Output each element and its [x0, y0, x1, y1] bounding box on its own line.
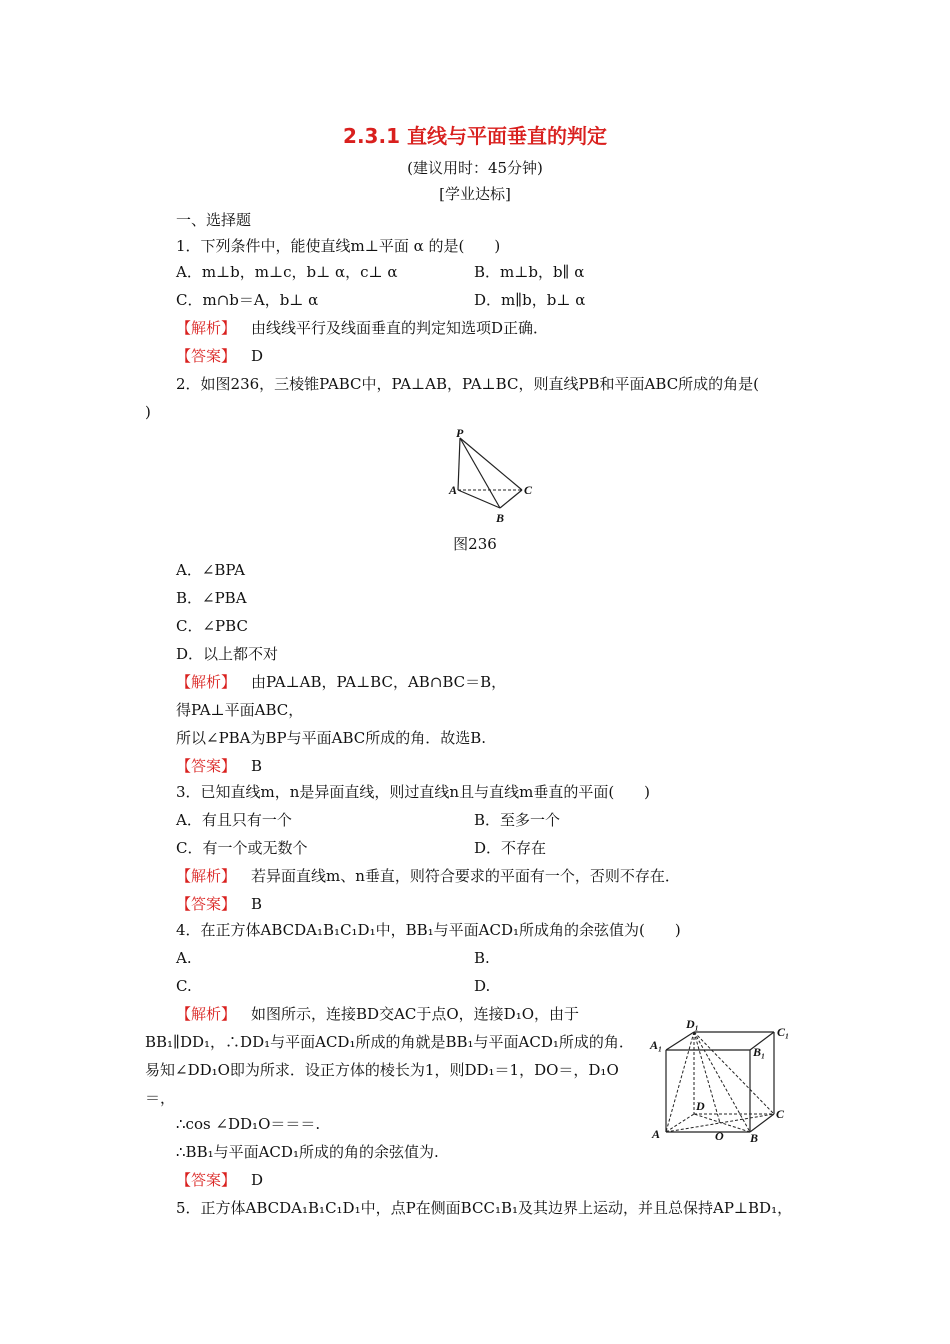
q2-analysis-row: [176, 672, 506, 692]
q2-stem-line2: ): [145, 403, 151, 421]
q4-answer: D: [251, 1171, 264, 1189]
label-d1: D₁: [686, 1017, 699, 1031]
q1-option-d: D．m∥b，b⊥ α: [474, 291, 586, 309]
part-heading: 一、选择题: [176, 211, 252, 229]
section-label: [学业达标]: [439, 185, 511, 203]
page-title: 2.3.1 直线与平面垂直的判定: [343, 124, 607, 148]
q3-option-c: C．有一个或无数个: [176, 839, 308, 857]
answer-tag: 【答案】: [176, 757, 237, 775]
q4-option-a: A.: [176, 949, 192, 967]
q4-answer-row: [176, 1170, 263, 1190]
q4-analysis-line1: 如图所示，连接BD交AC于点O，连接D₁O，由于: [251, 1005, 580, 1023]
q4-analysis-line2: BB₁∥DD₁，∴DD₁与平面ACD₁所成的角就是BB₁与平面ACD₁所成的角．: [145, 1033, 634, 1051]
q4-option-d: D.: [474, 977, 491, 995]
answer-tag: 【答案】: [176, 895, 237, 913]
q2-analysis-line2: 得PA⊥平面ABC，: [176, 701, 304, 719]
q3-option-a: A．有且只有一个: [176, 811, 292, 829]
q2-analysis-line3: 所以∠PBA为BP与平面ABC所成的角．故选B.: [176, 729, 487, 747]
label-c: C: [524, 483, 533, 497]
q3-option-b: B．至多一个: [474, 811, 561, 829]
q4-analysis-line4: ＝，: [145, 1089, 176, 1107]
q5-stem: 5．正方体ABCDA₁B₁C₁D₁中，点P在侧面BCC₁B₁及其边界上运动，并且总保持AP⊥BD₁，: [176, 1199, 793, 1217]
label-o: O: [715, 1129, 724, 1143]
q3-answer: B: [251, 895, 263, 913]
q2-analysis-line1: 由PA⊥AB，PA⊥BC，AB∩BC＝B，: [251, 673, 507, 691]
q2-option-a: A．∠BPA: [176, 561, 245, 579]
label-a: A: [449, 483, 458, 497]
analysis-tag: 【解析】: [176, 1005, 237, 1023]
label-b: B: [750, 1131, 759, 1145]
q1-option-a: A．m⊥b，m⊥c，b⊥ α，c⊥ α: [176, 263, 398, 281]
label-a1: A₁: [650, 1038, 663, 1052]
label-b: B: [496, 511, 505, 525]
q1-option-b: B．m⊥b，b∥ α: [474, 263, 585, 281]
q2-option-d: D．以上都不对: [176, 645, 279, 663]
q2-answer-row: [176, 756, 262, 776]
answer-tag: 【答案】: [176, 1171, 237, 1189]
q3-stem: 3．已知直线m，n是异面直线，则过直线n且与直线m垂直的平面( ): [176, 783, 651, 801]
q1-option-c: C．m∩b＝A，b⊥ α: [176, 291, 319, 309]
label-a: A: [652, 1127, 661, 1141]
q4-stem: 4．在正方体ABCDA₁B₁C₁D₁中，BB₁与平面ACD₁所成角的余弦值为( ): [176, 921, 681, 939]
q4-cube-figure: [646, 1014, 796, 1148]
q1-analysis: 由线线平行及线面垂直的判定知选项D正确．: [251, 319, 549, 337]
q1-analysis-row: [176, 318, 548, 338]
q4-analysis-line5: ∴cos ∠DD₁O＝＝＝.: [176, 1115, 321, 1133]
analysis-tag: 【解析】: [176, 867, 237, 885]
q2-figure-caption: 图236: [453, 535, 497, 553]
q2-option-c: C．∠PBC: [176, 617, 248, 635]
q1-answer: D: [251, 347, 264, 365]
q3-option-d: D．不存在: [474, 839, 547, 857]
q2-tetrahedron-figure: [440, 424, 540, 528]
q1-answer-row: [176, 346, 263, 366]
analysis-tag: 【解析】: [176, 319, 237, 337]
label-b1: B₁: [753, 1045, 766, 1059]
q3-analysis: 若异面直线m、n垂直，则符合要求的平面有一个，否则不存在．: [251, 867, 680, 885]
q4-analysis-row: [176, 1004, 579, 1024]
label-p: P: [456, 426, 464, 440]
q3-analysis-row: [176, 866, 680, 886]
label-d: D: [696, 1099, 705, 1113]
time-note: (建议用时：45分钟): [407, 159, 543, 177]
label-c1: C₁: [777, 1025, 790, 1039]
q4-analysis-line3: 易知∠DD₁O即为所求．设正方体的棱长为1，则DD₁＝1，DO＝，D₁O: [145, 1061, 619, 1079]
analysis-tag: 【解析】: [176, 673, 237, 691]
q2-answer: B: [251, 757, 263, 775]
answer-tag: 【答案】: [176, 347, 237, 365]
q4-option-c: C.: [176, 977, 192, 995]
label-c: C: [776, 1107, 785, 1121]
q4-option-b: B.: [474, 949, 490, 967]
q3-answer-row: [176, 894, 262, 914]
q4-analysis-line6: ∴BB₁与平面ACD₁所成的角的余弦值为.: [176, 1143, 439, 1161]
q2-stem-line1: 2．如图236，三棱锥PABC中，PA⊥AB，PA⊥BC，则直线PB和平面ABC所成的角是(: [176, 375, 760, 393]
q2-option-b: B．∠PBA: [176, 589, 247, 607]
q1-stem: 1．下列条件中，能使直线m⊥平面 α 的是( ): [176, 237, 501, 255]
